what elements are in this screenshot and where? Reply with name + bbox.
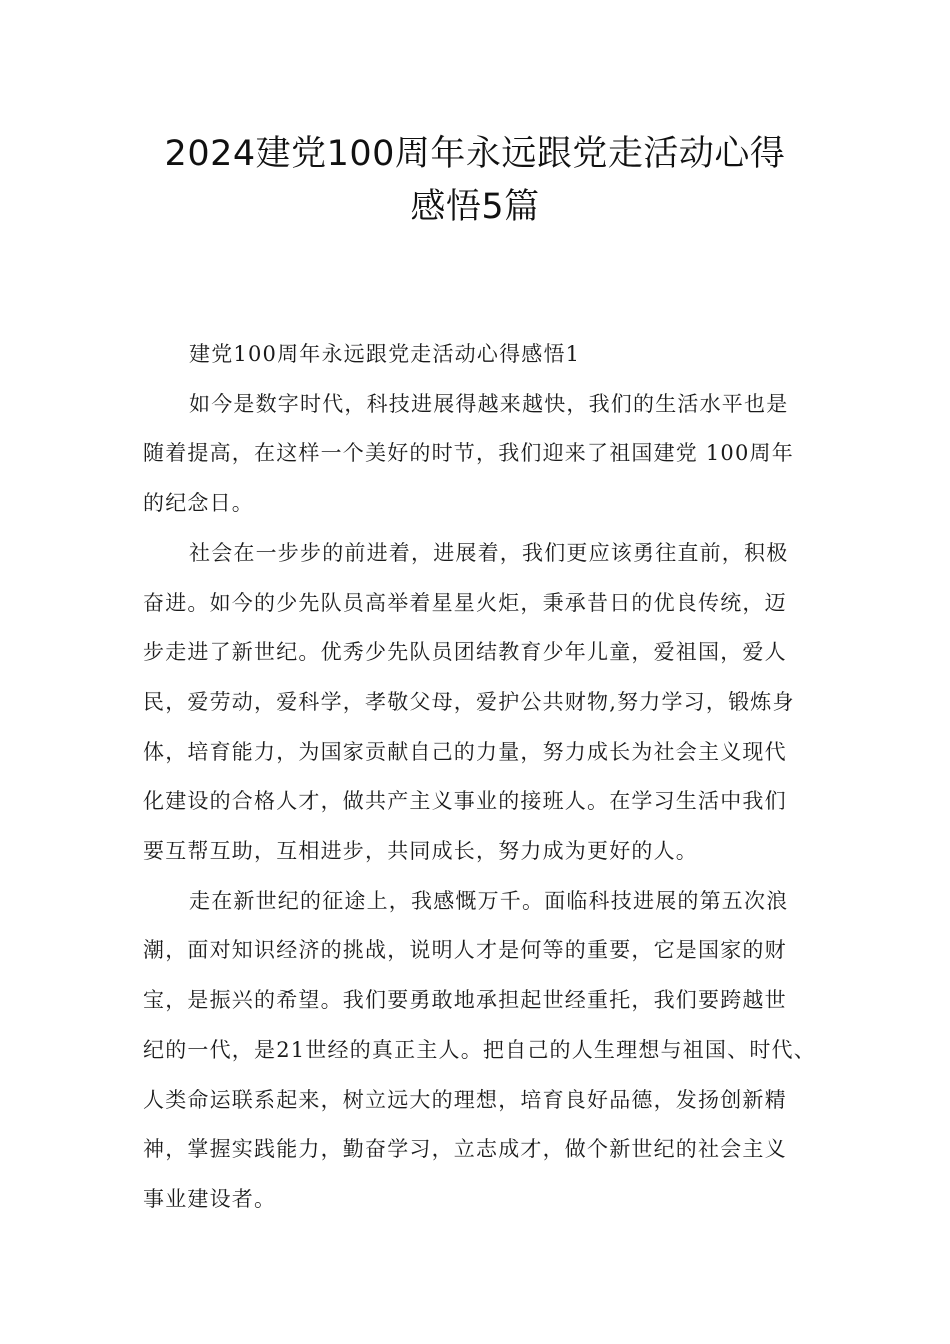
- paragraph-line: 如今是数字时代，科技进展得越来越快，我们的生活水平也是: [189, 391, 789, 416]
- section-heading-text: 建党100周年永远跟党走活动心得感悟1: [189, 342, 581, 366]
- paragraph-line: 潮，面对知识经济的挑战，说明人才是何等的重要，它是国家的财: [143, 938, 787, 963]
- paragraph-line: 的纪念日。: [143, 491, 254, 516]
- paragraph-line: 步走进了新世纪。优秀少先队员团结教育少年儿童，爱祖国，爱人: [143, 640, 787, 665]
- document-title: [100, 128, 850, 234]
- paragraph-3: [143, 877, 816, 1225]
- paragraph-line: 民，爱劳动，爱科学，孝敬父母，爱护公共财物,努力学习，锻炼身: [143, 689, 795, 714]
- document-body: [143, 330, 816, 1225]
- paragraph-line: 奋进。如今的少先队员高举着星星火炬，秉承昔日的优良传统，迈: [143, 590, 787, 615]
- paragraph-line: 神，掌握实践能力，勤奋学习，立志成才，做个新世纪的社会主义: [143, 1137, 787, 1162]
- paragraph-line: 化建设的合格人才，做共产主义事业的接班人。在学习生活中我们: [143, 789, 787, 814]
- paragraph-line: 事业建设者。: [143, 1186, 277, 1211]
- title-line-1: 2024建党100周年永远跟党走活动心得: [164, 134, 786, 174]
- section-heading: [143, 330, 811, 380]
- paragraph-line: 随着提高，在这样一个美好的时节，我们迎来了祖国建党 100周年: [143, 441, 794, 466]
- title-line-2: 感悟5篇: [410, 187, 540, 227]
- paragraph-line: 社会在一步步的前进着，进展着，我们更应该勇往直前，积极: [189, 540, 789, 565]
- paragraph-line: 走在新世纪的征途上，我感慨万千。面临科技进展的第五次浪: [189, 888, 789, 913]
- paragraph-line: 纪的一代，是21世经的真正主人。把自己的人生理想与祖国、时代、: [143, 1037, 816, 1062]
- paragraph-2: [143, 529, 811, 877]
- paragraph-1: [143, 380, 811, 529]
- paragraph-line: 人类命运联系起来，树立远大的理想，培育良好品德，发扬创新精: [143, 1087, 787, 1112]
- paragraph-line: 宝，是振兴的希望。我们要勇敢地承担起世经重托，我们要跨越世: [143, 988, 787, 1013]
- paragraph-line: 体，培育能力，为国家贡献自己的力量，努力成长为社会主义现代: [143, 739, 787, 764]
- paragraph-line: 要互帮互助，互相进步，共同成长，努力成为更好的人。: [143, 839, 698, 864]
